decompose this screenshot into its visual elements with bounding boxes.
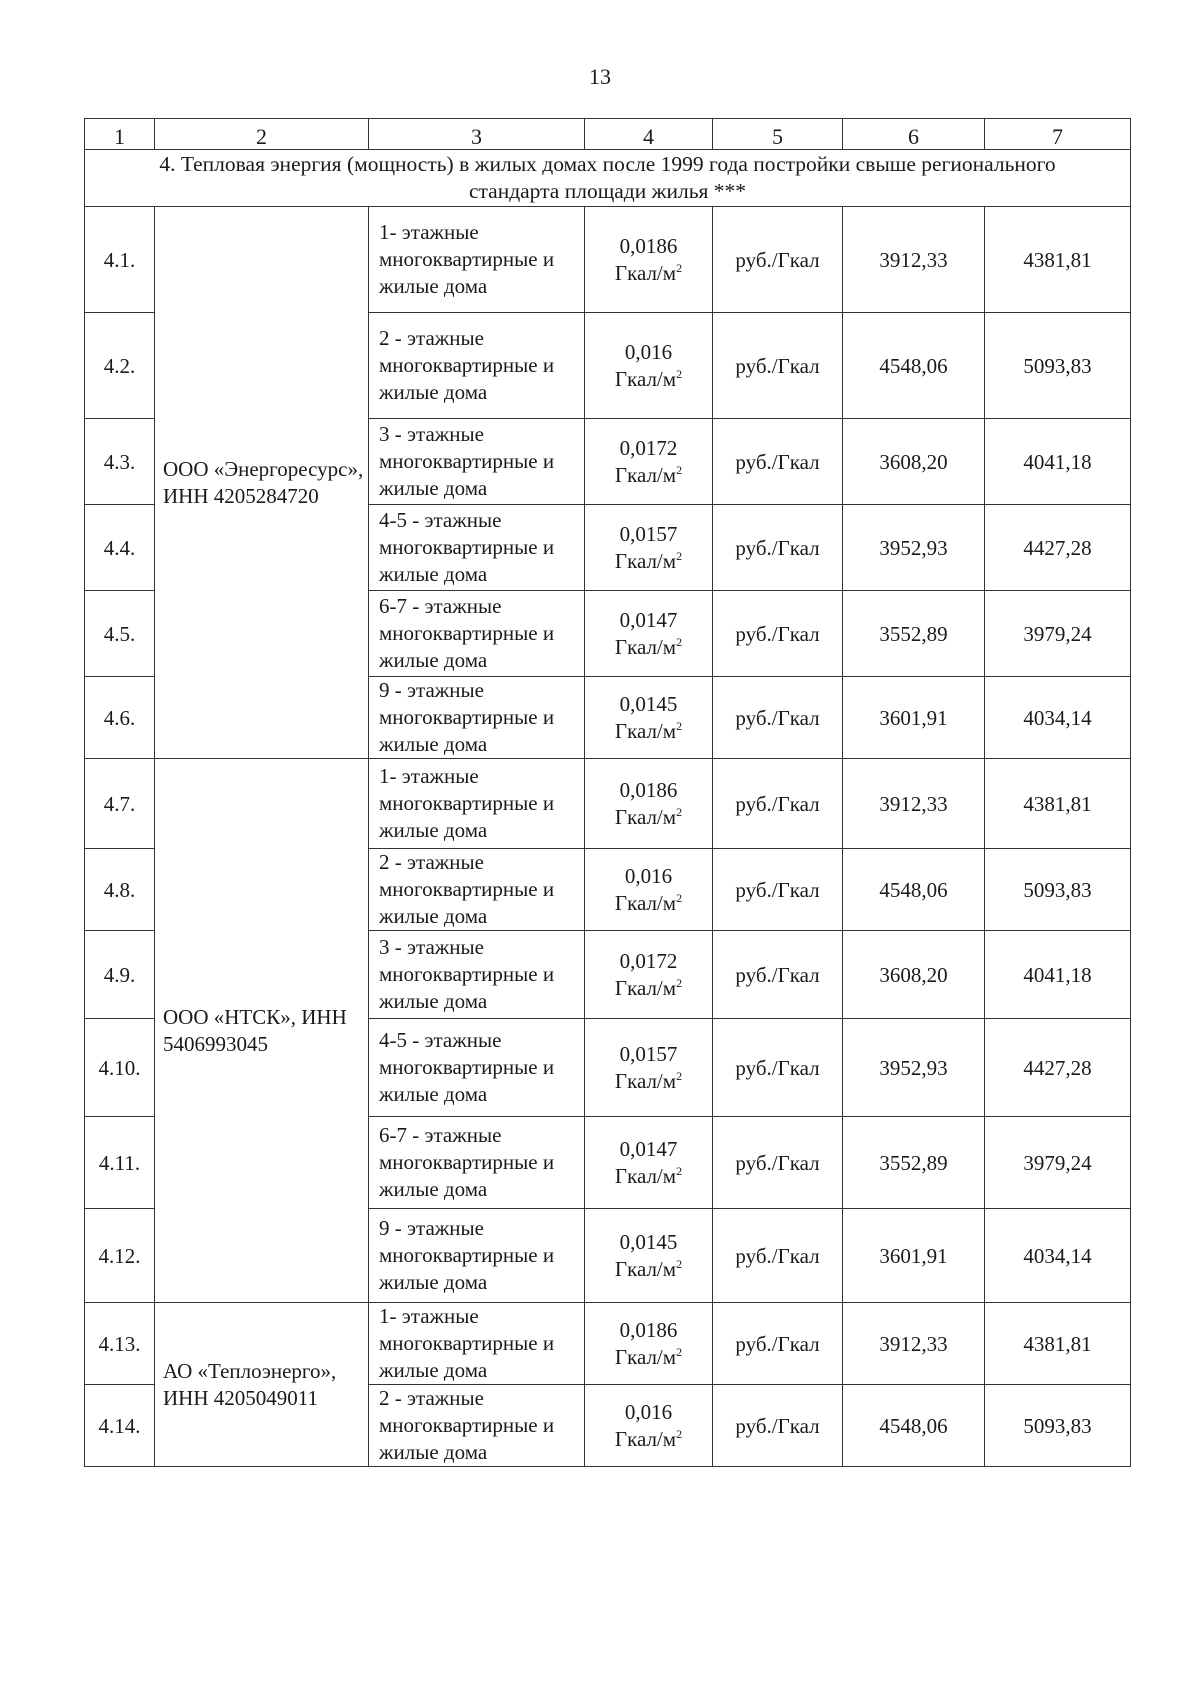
tariff-value-col6: 3912,33 xyxy=(843,1303,985,1385)
norm-unit xyxy=(589,1163,708,1190)
tariff-value-col6: 4548,06 xyxy=(843,849,985,931)
tariff-value-col6: 3912,33 xyxy=(843,759,985,849)
norm-value: 0,0145 xyxy=(619,1229,678,1254)
row-number: 4.10. xyxy=(85,1019,155,1117)
norm-unit-exponent: 2 xyxy=(676,366,683,381)
norm-unit xyxy=(589,1344,708,1371)
building-type: 1- этажные многоквартирные и жилые дома xyxy=(369,207,585,313)
building-type: 6-7 - этажные многоквартирные и жилые дома xyxy=(369,591,585,677)
tariff-value-col7: 4427,28 xyxy=(985,505,1131,591)
tariff-unit: руб./Гкал xyxy=(713,419,843,505)
norm-unit-text: Гкал/м xyxy=(614,890,677,915)
consumption-norm xyxy=(585,591,713,677)
consumption-norm xyxy=(585,759,713,849)
building-type: 4-5 - этажные многоквартирные и жилые дома xyxy=(369,505,585,591)
norm-value: 0,0186 xyxy=(619,777,678,802)
norm-unit xyxy=(589,548,708,575)
consumption-norm xyxy=(585,1209,713,1303)
norm-unit-exponent: 2 xyxy=(676,634,683,649)
norm-unit-exponent: 2 xyxy=(676,1344,683,1359)
tariff-value-col7: 3979,24 xyxy=(985,1117,1131,1209)
row-number: 4.11. xyxy=(85,1117,155,1209)
building-type: 3 - этажные многоквартирные и жилые дома xyxy=(369,931,585,1019)
tariff-value-col7: 4427,28 xyxy=(985,1019,1131,1117)
section-title: 4. Тепловая энергия (мощность) в жилых домах после 1999 года постройки свыше регионального стандарта площади жилья *** xyxy=(85,150,1131,207)
building-type: 4-5 - этажные многоквартирные и жилые дома xyxy=(369,1019,585,1117)
table-row xyxy=(85,207,1131,313)
norm-value: 0,016 xyxy=(624,339,673,364)
row-number: 4.5. xyxy=(85,591,155,677)
table-body xyxy=(85,119,1131,1467)
norm-unit-text: Гкал/м xyxy=(614,634,677,659)
tariff-value-col6: 4548,06 xyxy=(843,313,985,419)
consumption-norm xyxy=(585,207,713,313)
tariff-value-col6: 4548,06 xyxy=(843,1385,985,1467)
row-number: 4.6. xyxy=(85,677,155,759)
tariff-unit: руб./Гкал xyxy=(713,591,843,677)
consumption-norm xyxy=(585,419,713,505)
column-number: 2 xyxy=(155,119,369,150)
tariff-value-col7: 4041,18 xyxy=(985,419,1131,505)
norm-unit-exponent: 2 xyxy=(676,1068,683,1083)
norm-unit-exponent: 2 xyxy=(676,548,683,563)
column-number: 4 xyxy=(585,119,713,150)
norm-value: 0,016 xyxy=(624,1399,673,1424)
norm-value: 0,0186 xyxy=(619,1317,678,1342)
building-type: 9 - этажные многоквартирные и жилые дома xyxy=(369,677,585,759)
row-number: 4.3. xyxy=(85,419,155,505)
building-type: 2 - этажные многоквартирные и жилые дома xyxy=(369,1385,585,1467)
building-type: 1- этажные многоквартирные и жилые дома xyxy=(369,759,585,849)
norm-unit xyxy=(589,1426,708,1453)
tariff-value-col6: 3552,89 xyxy=(843,1117,985,1209)
consumption-norm xyxy=(585,1385,713,1467)
norm-unit xyxy=(589,1068,708,1095)
tariff-value-col7: 4034,14 xyxy=(985,677,1131,759)
building-type: 6-7 - этажные многоквартирные и жилые дома xyxy=(369,1117,585,1209)
consumption-norm xyxy=(585,1117,713,1209)
norm-value: 0,0145 xyxy=(619,691,678,716)
row-number: 4.4. xyxy=(85,505,155,591)
tariff-unit: руб./Гкал xyxy=(713,207,843,313)
tariff-unit: руб./Гкал xyxy=(713,1117,843,1209)
row-number: 4.9. xyxy=(85,931,155,1019)
tariff-unit: руб./Гкал xyxy=(713,931,843,1019)
norm-value: 0,0147 xyxy=(619,607,678,632)
consumption-norm xyxy=(585,849,713,931)
tariff-unit: руб./Гкал xyxy=(713,505,843,591)
tariff-unit: руб./Гкал xyxy=(713,1385,843,1467)
norm-unit xyxy=(589,462,708,489)
tariff-unit: руб./Гкал xyxy=(713,849,843,931)
tariff-value-col7: 4381,81 xyxy=(985,1303,1131,1385)
tariff-value-col6: 3912,33 xyxy=(843,207,985,313)
norm-value: 0,0157 xyxy=(619,521,678,546)
norm-unit-exponent: 2 xyxy=(676,1426,683,1441)
norm-unit-text: Гкал/м xyxy=(614,548,677,573)
norm-value: 0,0172 xyxy=(619,948,678,973)
tariff-value-col6: 3552,89 xyxy=(843,591,985,677)
norm-unit xyxy=(589,890,708,917)
consumption-norm xyxy=(585,677,713,759)
norm-unit-text: Гкал/м xyxy=(614,366,677,391)
tariff-table xyxy=(84,118,1131,1467)
tariff-value-col6: 3952,93 xyxy=(843,1019,985,1117)
norm-unit xyxy=(589,260,708,287)
tariff-value-col6: 3601,91 xyxy=(843,1209,985,1303)
norm-unit-text: Гкал/м xyxy=(614,975,677,1000)
consumption-norm xyxy=(585,931,713,1019)
norm-unit-text: Гкал/м xyxy=(614,804,677,829)
row-number: 4.12. xyxy=(85,1209,155,1303)
norm-unit-text: Гкал/м xyxy=(614,260,677,285)
page-number: 13 xyxy=(589,64,611,89)
norm-unit xyxy=(589,1256,708,1283)
building-type: 2 - этажные многоквартирные и жилые дома xyxy=(369,313,585,419)
consumption-norm xyxy=(585,505,713,591)
norm-unit-text: Гкал/м xyxy=(614,1256,677,1281)
norm-unit-exponent: 2 xyxy=(676,718,683,733)
norm-unit-text: Гкал/м xyxy=(614,1163,677,1188)
tariff-value-col6: 3601,91 xyxy=(843,677,985,759)
norm-unit xyxy=(589,718,708,745)
table-row xyxy=(85,759,1131,849)
norm-unit-exponent: 2 xyxy=(676,1163,683,1178)
tariff-value-col7: 4034,14 xyxy=(985,1209,1131,1303)
tariff-value-col7: 4381,81 xyxy=(985,759,1131,849)
tariff-value-col7: 4381,81 xyxy=(985,207,1131,313)
column-number: 1 xyxy=(85,119,155,150)
tariff-value-col7: 5093,83 xyxy=(985,1385,1131,1467)
building-type: 1- этажные многоквартирные и жилые дома xyxy=(369,1303,585,1385)
column-number-row xyxy=(85,119,1131,150)
norm-unit xyxy=(589,975,708,1002)
column-number: 6 xyxy=(843,119,985,150)
norm-unit-text: Гкал/м xyxy=(614,718,677,743)
table-row xyxy=(85,1303,1131,1385)
norm-unit-exponent: 2 xyxy=(676,260,683,275)
tariff-value-col6: 3608,20 xyxy=(843,931,985,1019)
building-type: 3 - этажные многоквартирные и жилые дома xyxy=(369,419,585,505)
norm-value: 0,0172 xyxy=(619,435,678,460)
row-number: 4.1. xyxy=(85,207,155,313)
tariff-value-col7: 4041,18 xyxy=(985,931,1131,1019)
tariff-unit: руб./Гкал xyxy=(713,759,843,849)
building-type: 2 - этажные многоквартирные и жилые дома xyxy=(369,849,585,931)
row-number: 4.7. xyxy=(85,759,155,849)
row-number: 4.8. xyxy=(85,849,155,931)
norm-value: 0,0186 xyxy=(619,233,678,258)
tariff-unit: руб./Гкал xyxy=(713,313,843,419)
tariff-value-col6: 3952,93 xyxy=(843,505,985,591)
norm-value: 0,0157 xyxy=(619,1041,678,1066)
norm-unit-exponent: 2 xyxy=(676,462,683,477)
tariff-unit: руб./Гкал xyxy=(713,1303,843,1385)
norm-unit-exponent: 2 xyxy=(676,1256,683,1271)
tariff-unit: руб./Гкал xyxy=(713,677,843,759)
tariff-value-col6: 3608,20 xyxy=(843,419,985,505)
consumption-norm xyxy=(585,1019,713,1117)
row-number: 4.13. xyxy=(85,1303,155,1385)
column-number: 5 xyxy=(713,119,843,150)
norm-unit xyxy=(589,804,708,831)
norm-unit-text: Гкал/м xyxy=(614,1068,677,1093)
norm-unit-text: Гкал/м xyxy=(614,462,677,487)
organization-name: ООО «Энергоресурс», ИНН 4205284720 xyxy=(155,207,369,759)
norm-unit xyxy=(589,366,708,393)
section-title-row xyxy=(85,150,1131,207)
column-number: 3 xyxy=(369,119,585,150)
row-number: 4.2. xyxy=(85,313,155,419)
norm-unit-exponent: 2 xyxy=(676,890,683,905)
row-number: 4.14. xyxy=(85,1385,155,1467)
organization-name: ООО «НТСК», ИНН 5406993045 xyxy=(155,759,369,1303)
consumption-norm xyxy=(585,313,713,419)
organization-name: АО «Теплоэнерго», ИНН 4205049011 xyxy=(155,1303,369,1467)
norm-value: 0,016 xyxy=(624,863,673,888)
tariff-value-col7: 3979,24 xyxy=(985,591,1131,677)
building-type: 9 - этажные многоквартирные и жилые дома xyxy=(369,1209,585,1303)
norm-unit-exponent: 2 xyxy=(676,975,683,990)
column-number: 7 xyxy=(985,119,1131,150)
tariff-value-col7: 5093,83 xyxy=(985,849,1131,931)
norm-unit-exponent: 2 xyxy=(676,804,683,819)
tariff-value-col7: 5093,83 xyxy=(985,313,1131,419)
tariff-unit: руб./Гкал xyxy=(713,1209,843,1303)
tariff-unit: руб./Гкал xyxy=(713,1019,843,1117)
norm-unit-text: Гкал/м xyxy=(614,1344,677,1369)
norm-unit-text: Гкал/м xyxy=(614,1426,677,1451)
consumption-norm xyxy=(585,1303,713,1385)
norm-unit xyxy=(589,634,708,661)
norm-value: 0,0147 xyxy=(619,1136,678,1161)
